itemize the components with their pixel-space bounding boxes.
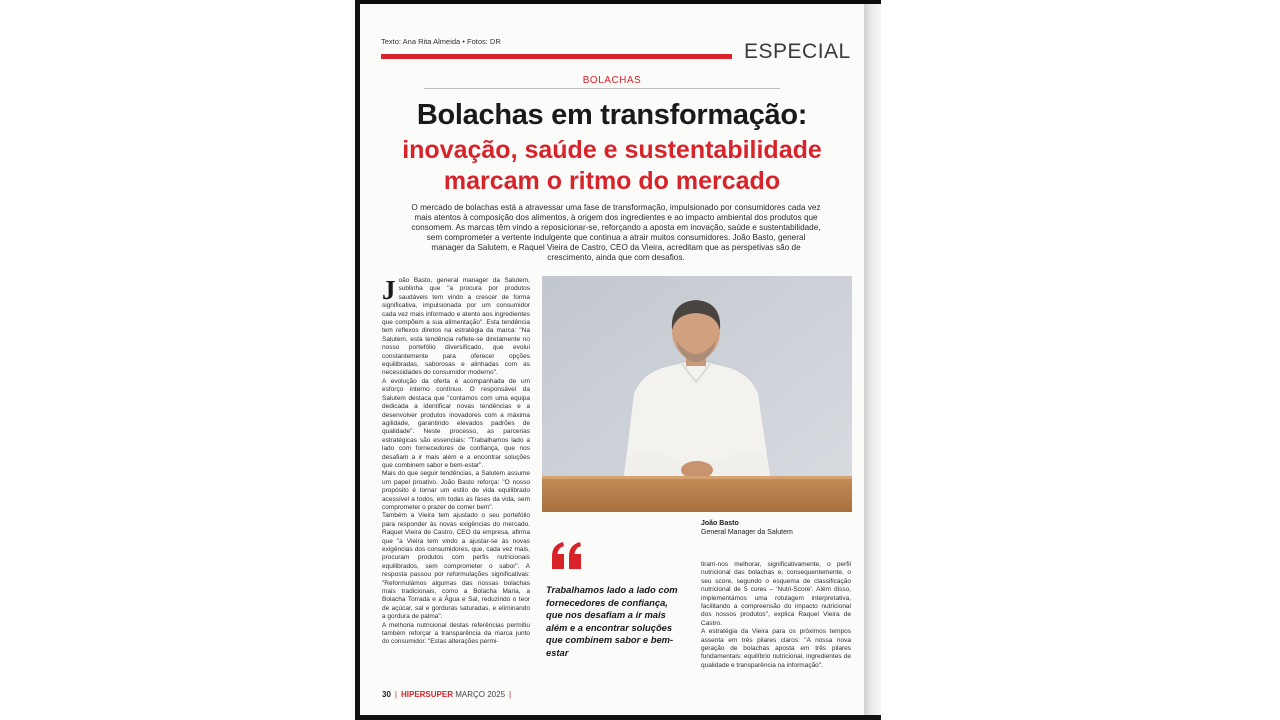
portrait-illustration bbox=[542, 276, 852, 512]
footer-separator: | bbox=[394, 690, 397, 699]
paragraph: Mais do que seguir tendências, a Salutem assume um papel proativo. João Basto reforça: "O nosso propósito é tornar um estilo de vida equilibrado acessível a todos, em todas as fases da vida, sem comprometer o prazer de comer bem". bbox=[382, 470, 530, 511]
credits: Texto: Ana Rita Almeida • Fotos: DR bbox=[381, 37, 501, 46]
photo-frame-bottom bbox=[355, 715, 881, 720]
quote-mark-icon bbox=[550, 541, 584, 571]
paragraph: tiram-nos melhorar, significativamente, o perfil nutricional das bolachas e, consequentemente, o seu score, segundo o esquema de classificação nutricional de 5 cores – 'Nutri-Score'. Além disso, implementámos uma rotulagem interpretativa, facilitando a compreensão do impacto nutricional dos nossos produtos", explica Raquel Vieira de Castro. bbox=[701, 561, 851, 627]
article-column-3 bbox=[701, 561, 851, 681]
header-red-bar bbox=[381, 54, 732, 59]
paragraph: oão Basto, general manager da Salutem, sublinha que "a procura por produtos saudáveis tem vindo a crescer de forma significativa, impulsionada por um consumidor cada vez mais informado e atento aos ingredientes que compõem a sua alimentação". Esta tendência tem reflexos diretos na estratégia da marca: "Na Salutem, esta tendência reflete-se diretamente no nosso portefólio diversificado, que evolui constantemente para oferecer opções equilibradas, saborosas e alinhadas com as necessidades do consumidor moderno". bbox=[382, 277, 530, 377]
headline-line-1: Bolachas em transformação: bbox=[416, 99, 808, 131]
issue-date: MARÇO 2025 bbox=[455, 690, 506, 699]
portrait-photo bbox=[542, 276, 852, 512]
paragraph: A melhoria nutricional destas referências permitiu também reforçar a transparência da marca junto do consumidor. "Estas alterações permi- bbox=[382, 621, 530, 646]
section-tag: ESPECIAL bbox=[744, 40, 851, 63]
category-label: BOLACHAS bbox=[582, 75, 642, 86]
photo-caption-name: João Basto bbox=[701, 520, 739, 527]
page-footer bbox=[382, 690, 515, 699]
footer-separator: | bbox=[509, 690, 512, 699]
headline-line-2: inovação, saúde e sustentabilidade bbox=[402, 136, 822, 164]
paragraph: A evolução da oferta é acompanhada de um esforço interno contínuo. O responsável da Salutem destaca que "contamos com uma equipa dedicada a identificar novas tendências e a desenvolver produtos inovadores com a máxima agilidade, garantindo elevados padrões de qualidade". Neste processo, as parcerias estratégicas são essenciais: "Trabalhamos lado a lado com fornecedores de confiança, que nos desafiam a ir mais além e a encontrar soluções que combinem sabor e bem-estar". bbox=[382, 377, 530, 469]
paragraph: A estratégia da Vieira para os próximos tempos assenta em três pilares claros: "A nossa nova geração de bolachas aposta em três pilares fundamentais: equilíbrio nutricional, ingredientes de qualidade e transparência na informação". bbox=[701, 628, 851, 669]
next-page-edge bbox=[864, 4, 881, 715]
paragraph: Também a Vieira tem ajustado o seu portefólio para responder às novas exigências do mercado. Raquel Vieira de Castro, CEO da empresa, afirma que "a Vieira tem vindo a ajustar-se às novas exigências dos consumidores, que, cada vez mais, procuram produtos com perfis nutricionais equilibrados, sem comprometer o sabor". A resposta passou por reformulações significativas: "Reformulámos algumas das nossas bolachas mais tradicionais, como a Bolacha Maria, a Bolacha Torrada e a Água e Sal, reduzindo o teor de açúcar, sal e gorduras saturadas, e eliminando a gordura de palma". bbox=[382, 512, 530, 621]
drop-cap: J bbox=[382, 277, 396, 305]
page-number: 30 bbox=[382, 690, 391, 699]
photo-caption-role: General Manager da Salutem bbox=[701, 529, 793, 536]
headline-line-3: marcam o ritmo do mercado bbox=[443, 167, 781, 195]
lead-paragraph: O mercado de bolachas está a atravessar uma fase de transformação, impulsionado por consumidores cada vez mais atentos à composição dos alimentos, à origem dos ingredientes e ao impacto ambiental dos produtos que consomem. As marcas têm vindo a reposicionar-se, reforçando a aposta em inovação, saúde e sustentabilidade, sem comprometer a vertente indulgente que continua a atrair muitos consumidores. João Basto, general manager da Salutem, e Raquel Vieira de Castro, CEO da Vieira, acreditam que as perspetivas são de crescimento, ainda que com desafios. bbox=[411, 203, 821, 262]
article-column-1 bbox=[382, 277, 530, 679]
magazine-name: HIPERSUPER bbox=[400, 690, 453, 699]
pull-quote: Trabalhamos lado a lado com fornecedores de confiança, que nos desafiam a ir mais além e a encontrar soluções que combinem sabor e bem-estar bbox=[546, 584, 678, 658]
magazine-page bbox=[360, 4, 864, 715]
category-rule bbox=[424, 88, 780, 89]
